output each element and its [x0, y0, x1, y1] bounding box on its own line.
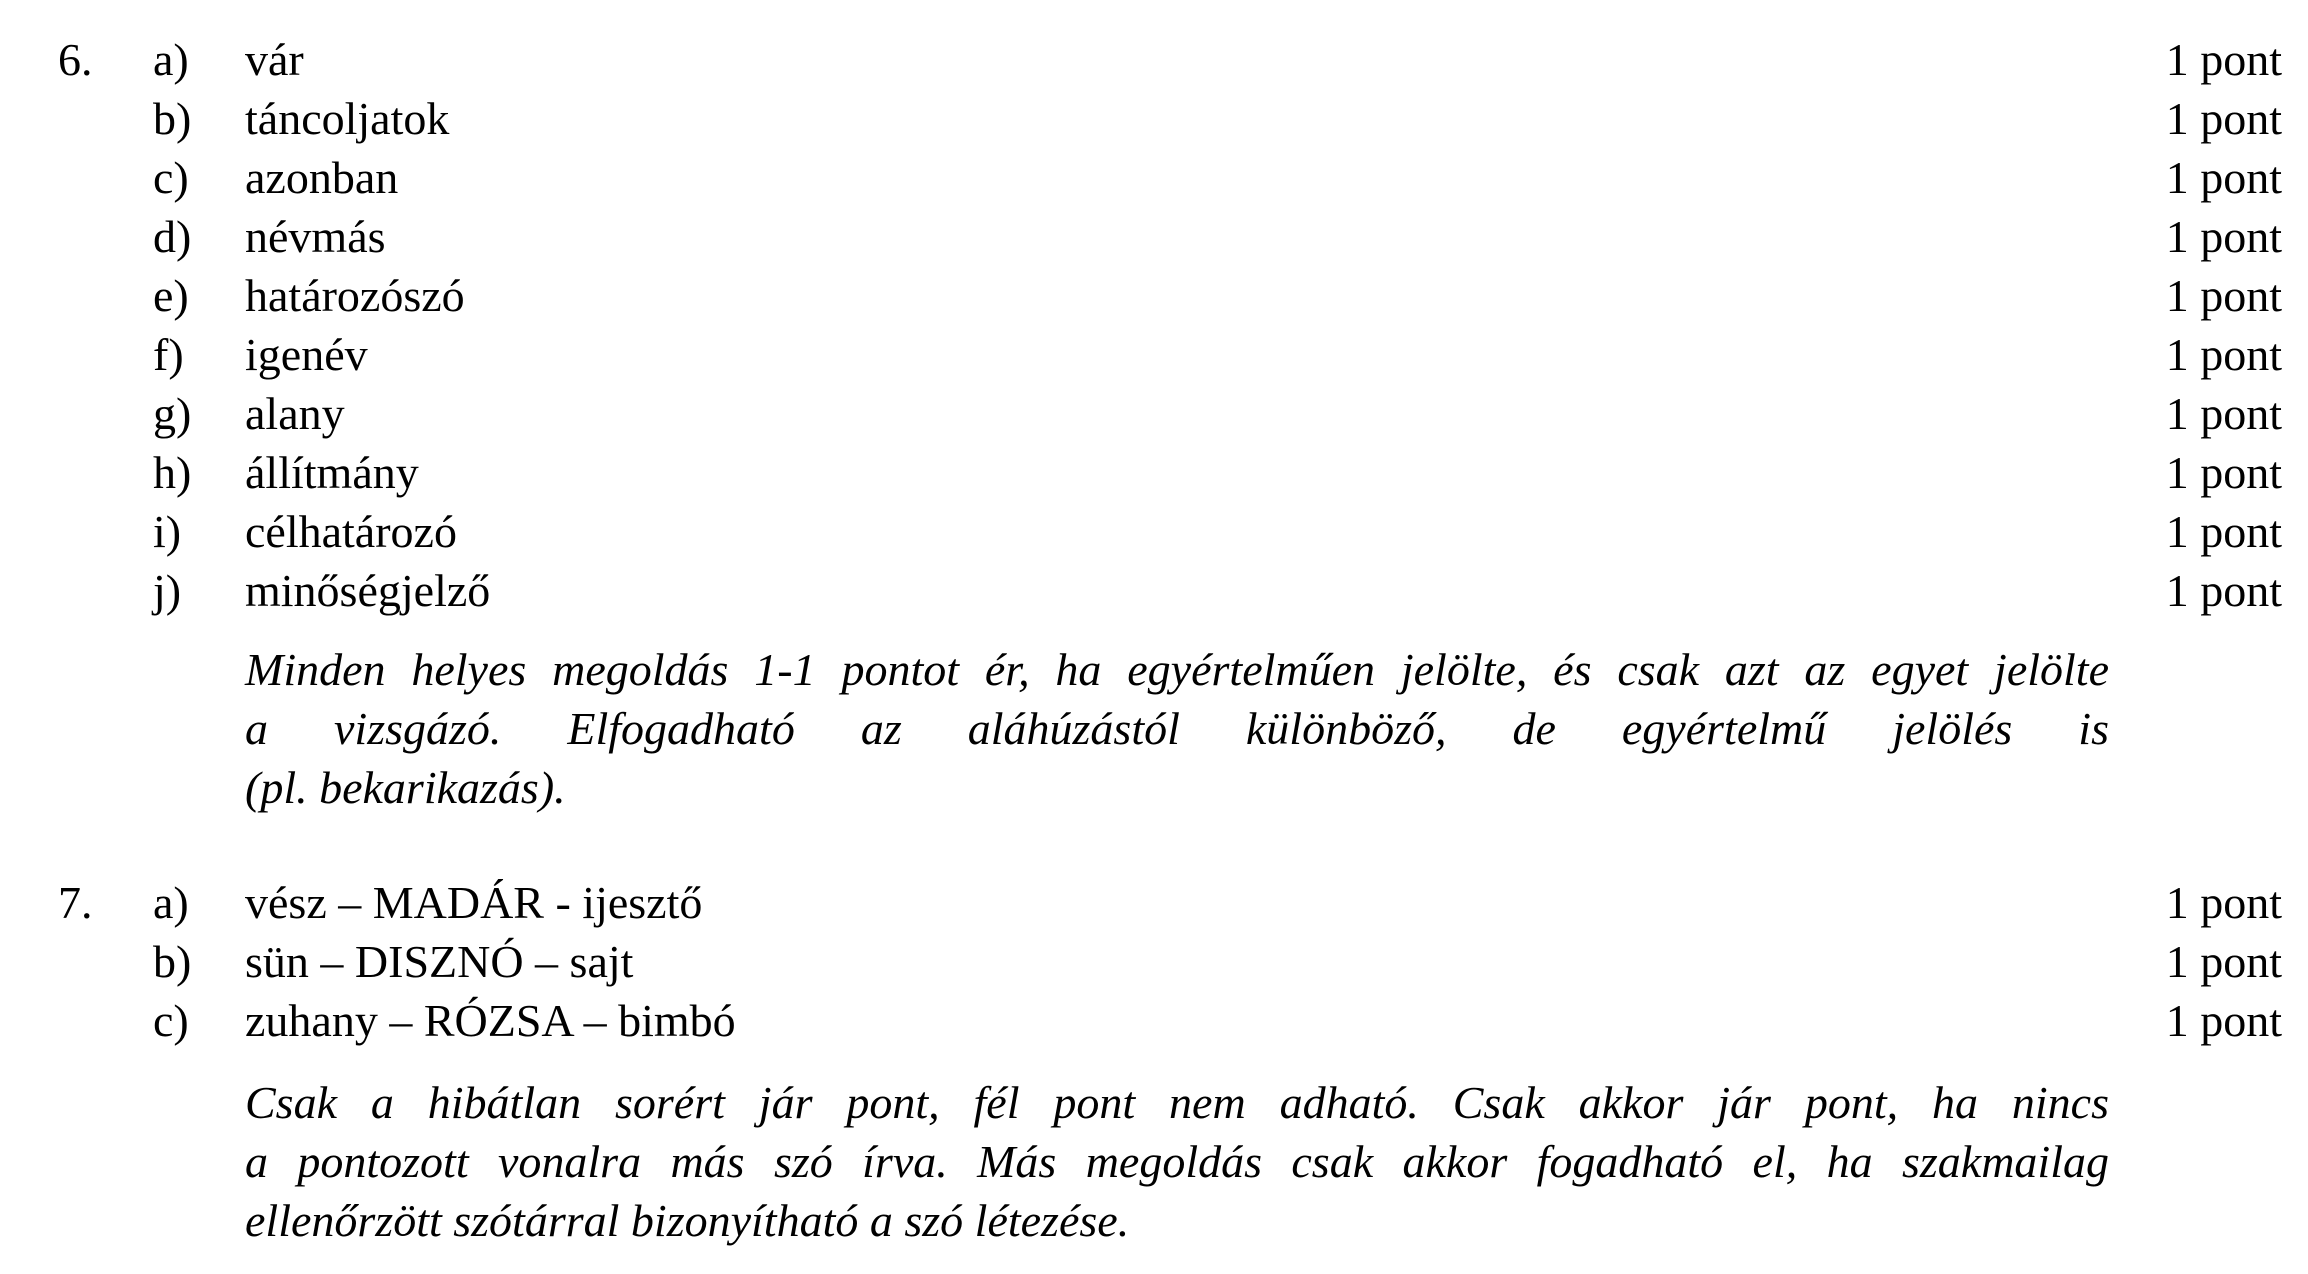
- item-answer: vész – MADÁR - ijesztő: [245, 877, 703, 928]
- q6-item-j: [0, 561, 2308, 621]
- item-letter: h): [153, 447, 192, 498]
- item-answer: azonban: [245, 152, 399, 203]
- item-points: 1 pont: [2165, 936, 2282, 987]
- item-answer: célhatározó: [245, 506, 457, 557]
- item-answer: minőségjelző: [245, 565, 491, 616]
- q6-item-i: [0, 502, 2308, 562]
- q6-item-h: [0, 443, 2308, 503]
- note-line: ellenőrzött szótárral bizonyítható a szó létezése.: [245, 1195, 1130, 1246]
- note-line: Minden helyes megoldás 1-1 pontot ér, ha egyértelműen jelölte, és csak azt az egyet jelölte: [245, 644, 2109, 695]
- q6-item-d: [0, 207, 2308, 267]
- item-points: 1 pont: [2165, 565, 2282, 616]
- item-letter: b): [153, 93, 192, 144]
- q7-scoring-note: [245, 1073, 2109, 1250]
- item-points: 1 pont: [2165, 329, 2282, 380]
- q6-item-f: [0, 325, 2308, 385]
- q6-item-g: [0, 384, 2308, 444]
- q7-item-b: [0, 932, 2308, 992]
- item-points: 1 pont: [2165, 877, 2282, 928]
- q6-item-b: [0, 89, 2308, 149]
- item-answer: vár: [245, 34, 304, 85]
- q6-item-a: [0, 30, 2308, 90]
- item-answer: névmás: [245, 211, 386, 262]
- item-points: 1 pont: [2165, 34, 2282, 85]
- item-answer: zuhany – RÓZSA – bimbó: [245, 995, 736, 1046]
- item-letter: f): [153, 329, 184, 380]
- item-letter: i): [153, 506, 182, 557]
- q6-item-c: [0, 148, 2308, 208]
- question-number: 6.: [58, 34, 93, 85]
- item-letter: j): [153, 565, 182, 616]
- note-line: a vizsgázó. Elfogadható az aláhúzástól különböző, de egyértelmű jelölés is: [245, 703, 2109, 754]
- item-points: 1 pont: [2165, 388, 2282, 439]
- q6-scoring-note: [245, 640, 2109, 817]
- q7-item-a: [0, 873, 2308, 933]
- item-answer: határozószó: [245, 270, 465, 321]
- item-letter: c): [153, 152, 189, 203]
- item-points: 1 pont: [2165, 506, 2282, 557]
- q7-item-c: [0, 991, 2308, 1051]
- item-letter: e): [153, 270, 189, 321]
- item-letter: a): [153, 877, 189, 928]
- item-points: 1 pont: [2165, 93, 2282, 144]
- item-letter: a): [153, 34, 189, 85]
- item-points: 1 pont: [2165, 270, 2282, 321]
- item-points: 1 pont: [2165, 152, 2282, 203]
- item-answer: igenév: [245, 329, 368, 380]
- item-letter: d): [153, 211, 192, 262]
- q6-item-e: [0, 266, 2308, 326]
- item-points: 1 pont: [2165, 211, 2282, 262]
- item-answer: táncoljatok: [245, 93, 450, 144]
- item-letter: c): [153, 995, 189, 1046]
- note-line: a pontozott vonalra más szó írva. Más megoldás csak akkor fogadható el, ha szakmailag: [245, 1136, 2109, 1187]
- note-line: (pl. bekarikazás).: [245, 762, 566, 813]
- item-letter: b): [153, 936, 192, 987]
- item-answer: alany: [245, 388, 345, 439]
- item-points: 1 pont: [2165, 995, 2282, 1046]
- item-answer: állítmány: [245, 447, 419, 498]
- item-letter: g): [153, 388, 192, 439]
- item-points: 1 pont: [2165, 447, 2282, 498]
- question-number: 7.: [58, 877, 93, 928]
- note-line: Csak a hibátlan sorért jár pont, fél pont nem adható. Csak akkor jár pont, ha nincs: [245, 1077, 2109, 1128]
- item-answer: sün – DISZNÓ – sajt: [245, 936, 634, 987]
